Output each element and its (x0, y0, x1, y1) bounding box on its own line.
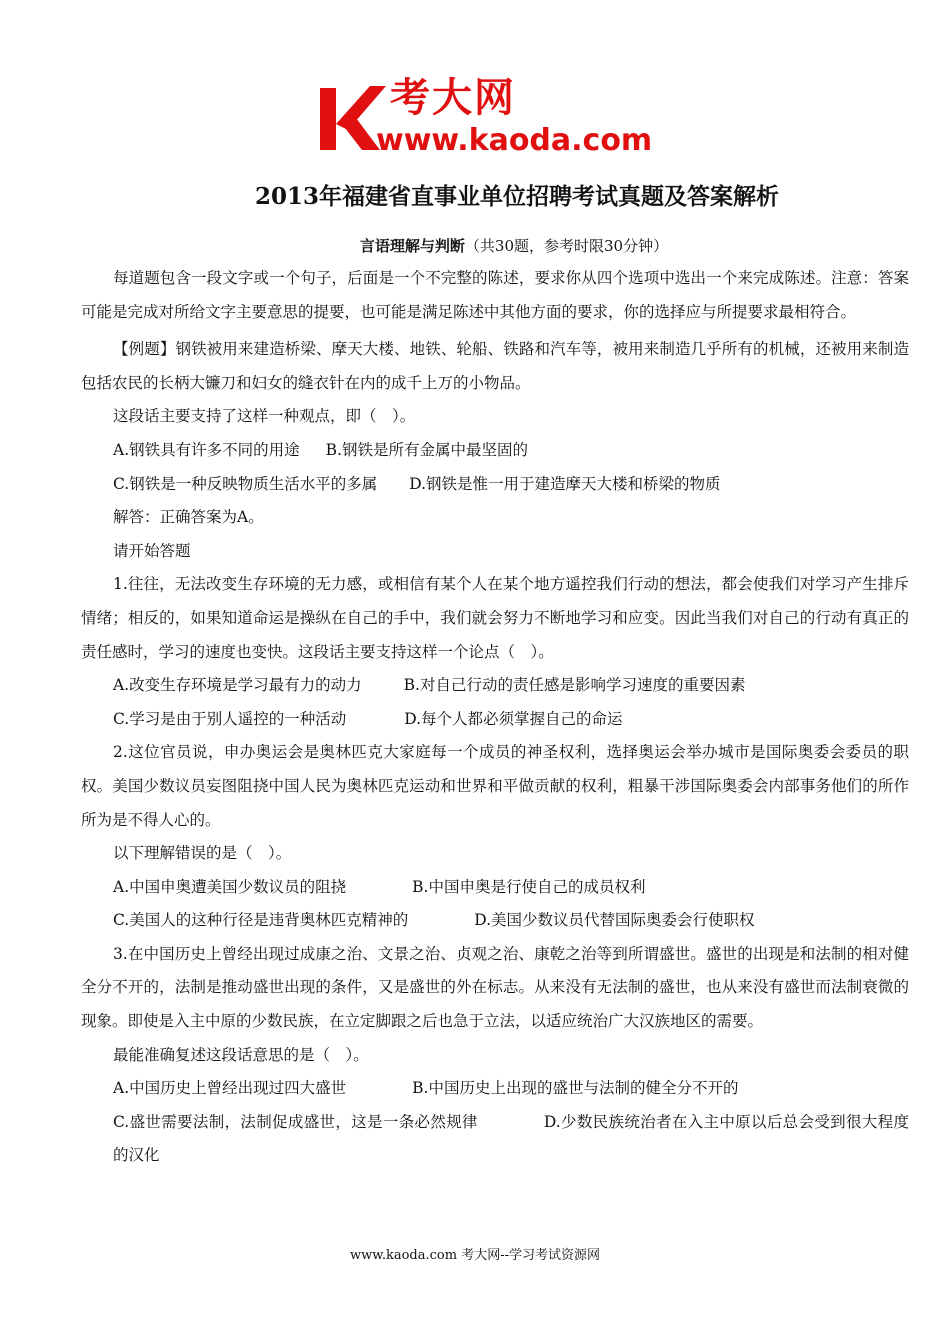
example-answer: 解答：正确答案为A。 (113, 508, 264, 527)
example-option-b: B.钢铁是所有金属中最坚固的 (325, 440, 528, 459)
kaoda-logo (318, 75, 653, 158)
question-1-options-cd (81, 703, 909, 737)
logo-brand-name: 考大网 (390, 75, 516, 121)
question-2-options-ab (81, 871, 909, 905)
section-heading (0, 235, 950, 257)
question-1-option-b: B.对自己行动的责任感是影响学习速度的重要因素 (403, 676, 746, 695)
question-1-text: 1.往往，无法改变生存环境的无力感，或相信有某个人在某个地方遥控我们行动的想法，都会使我们对学习产生排斥情绪；相反的，如果知道命运是操纵在自己的手中，我们就会努力不断地学习和应变。因此当我们对自己的行动有真正的责任感时，学习的速度也变快。这段话主要支持这样一个论点（ ）。 (81, 575, 909, 661)
question-3-option-c: C.盛世需要法制，法制促成盛世，这是一条必然规律 (113, 1112, 478, 1131)
question-2-option-c: C.美国人的这种行径是违背奥林匹克精神的 (113, 911, 409, 930)
question-3-option-b: B.中国历史上出现的盛世与法制的健全分不开的 (412, 1079, 739, 1098)
example-option-c: C.钢铁是一种反映物质生活水平的多属 (113, 474, 378, 493)
example-options-ab (81, 434, 909, 468)
question-2-options-cd (81, 904, 909, 938)
start-prompt: 请开始答题 (113, 541, 191, 560)
page-title: 2013年福建省直事业单位招聘考试真题及答案解析 (254, 183, 779, 210)
question-1-options-ab (81, 669, 909, 703)
example-text: 钢铁被用来建造桥梁、摩天大楼、地铁、轮船、铁路和汽车等，被用来制造几乎所有的机械，还被用来制造包括农民的长柄大镰刀和妇女的缝衣针在内的成千上万的小物品。 (81, 340, 909, 392)
question-3-options-ab (81, 1072, 909, 1106)
question-2-text: 2.这位官员说，申办奥运会是奥林匹克大家庭每一个成员的神圣权利，选择奥运会举办城市是国际奥委会委员的职权。美国少数议员妄图阻挠中国人民为奥林匹克运动和世界和平做贡献的权利，粗暴干涉国际奥委会内部事务他们的所作所为是不得人心的。 (81, 743, 909, 829)
question-2-option-b: B.中国申奥是行使自己的成员权利 (412, 877, 646, 896)
question-3-option-d: D.少数民族统治者在入主中原以后总会受到很大程度的汉化 (113, 1112, 909, 1165)
section-title: 言语理解与判断 (359, 237, 465, 255)
question-3-option-a: A.中国历史上曾经出现过四大盛世 (113, 1079, 347, 1098)
question-2-option-d: D.美国少数议员代替国际奥委会行使职权 (474, 911, 755, 930)
example-options-cd (81, 468, 909, 502)
question-3-prompt: 最能准确复述这段话意思的是（ ）。 (113, 1045, 369, 1064)
question-2-prompt: 以下理解错误的是（ ）。 (113, 844, 292, 863)
example-option-a: A.钢铁具有许多不同的用途 (113, 440, 300, 459)
page-footer: www.kaoda.com 考大网--学习考试资源网 (350, 1248, 600, 1263)
example-option-d: D.钢铁是惟一用于建造摩天大楼和桥梁的物质 (409, 474, 721, 493)
question-1-option-a: A.改变生存环境是学习最有力的动力 (113, 676, 362, 695)
question-1-option-d: D.每个人都必须掌握自己的命运 (404, 709, 623, 728)
section-note: （共30题，参考时限30分钟） (464, 237, 669, 255)
question-3-options-cd (81, 1106, 909, 1173)
example-paragraph (81, 333, 909, 400)
question-2-option-a: A.中国申奥遭美国少数议员的阻挠 (113, 877, 347, 896)
example-label: 【例题】 (113, 340, 176, 359)
example-question: 这段话主要支持了这样一种观点，即（ ）。 (113, 407, 416, 426)
document-body (81, 262, 909, 1173)
instructions-paragraph: 每道题包含一段文字或一个句子，后面是一个不完整的陈述，要求你从四个选项中选出一个来完成陈述。注意：答案可能是完成对所给文字主要意思的提要，也可能是满足陈述中其他方面的要求，你的选择应与所提要求最相符合。 (81, 269, 909, 321)
question-3-text: 3.在中国历史上曾经出现过成康之治、文景之治、贞观之治、康乾之治等到所谓盛世。盛世的出现是和法制的相对健全分不开的，法制是推动盛世出现的条件，又是盛世的外在标志。从来没有无法制的盛世，也从来没有盛世而法制衰微的现象。即使是入主中原的少数民族，在立定脚跟之后也急于立法，以适应统治广大汉族地区的需要。 (81, 944, 909, 1031)
logo-brand-url: www.kaoda.com (376, 123, 653, 158)
question-1-option-c: C.学习是由于别人遥控的一种活动 (113, 709, 347, 728)
